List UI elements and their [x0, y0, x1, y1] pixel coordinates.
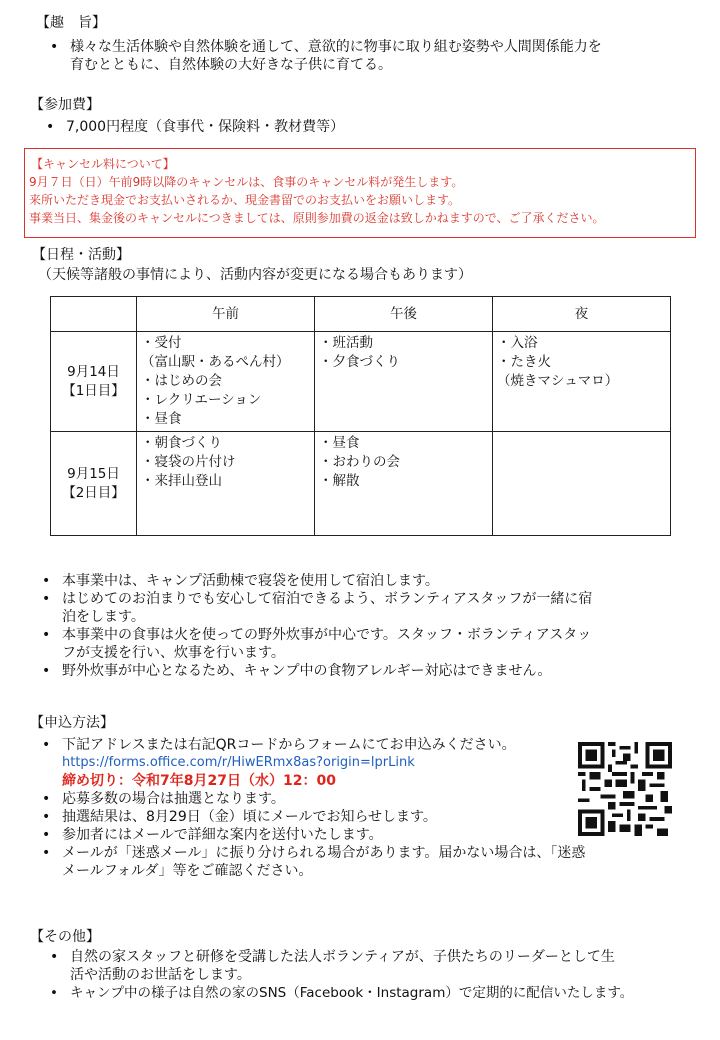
- apply-item: • 下記アドレスまたは右記QRコードからフォームにてお申込みください。 https://forms.office.com/r/HiwERmx8as?origin=lprLink 締め切り：令和7年8月27日（水）12：00: [36, 736, 696, 790]
- schedule-heading: 【日程・活動】: [32, 247, 130, 263]
- cancel-line: 事業当日、集金後のキャンセルにつきましては、原則参加費の返金は致しかねますので、ご了承ください。: [29, 211, 605, 225]
- day2-am-cell: ・朝食づくり ・寝袋の片付け ・来拝山登山: [137, 432, 315, 536]
- apply-item: • メールが「迷惑メール」に振り分けられる場合があります。届かない場合は、「迷惑 メールフォルダ」等をご確認ください。: [42, 845, 586, 879]
- bullet-dot: •: [42, 845, 51, 861]
- schedule-table: [50, 296, 671, 536]
- day2-date-cell: 9月15日 【2日目】: [51, 432, 137, 536]
- bullet-dot: •: [42, 573, 51, 589]
- schedule-header-row: [51, 297, 671, 332]
- bullet-dot: •: [42, 663, 51, 679]
- schedule-row-day2: [51, 432, 671, 536]
- bullet-dot: •: [50, 949, 59, 965]
- header-night: 夜: [493, 297, 671, 332]
- day1-am-cell: ・受付 （富山駅・あるぺん村） ・はじめの会 ・レクリエーション ・昼食: [137, 332, 315, 432]
- fee-text: • 7,000円程度（食事代・保険料・教材費等）: [46, 119, 345, 135]
- other-list: [44, 948, 714, 1002]
- notes-list: [36, 572, 696, 680]
- purpose-heading: 【趣 旨】: [36, 15, 106, 31]
- apply-item: • 応募多数の場合は抽選となります。: [42, 791, 285, 807]
- cancel-line: 来所いただき現金でお支払いされるか、現金書留でのお支払いをお願いします。: [29, 193, 461, 207]
- purpose-list: [44, 38, 704, 74]
- bullet-dot: •: [50, 985, 58, 1001]
- header-pm: 午後: [315, 297, 493, 332]
- bullet-dot: •: [42, 627, 51, 643]
- form-link[interactable]: https://forms.office.com/r/HiwERmx8as?origin=lprLink: [62, 755, 415, 770]
- header-blank: [51, 297, 137, 332]
- day1-night-cell: ・入浴 ・たき火 （焼きマシュマロ）: [493, 332, 671, 432]
- cancel-notice-box: [24, 148, 696, 238]
- note-item: • 本事業中は、キャンプ活動棟で寝袋を使用して宿泊します。: [42, 573, 439, 589]
- day1-pm-cell: ・班活動 ・夕食づくり: [315, 332, 493, 432]
- fee-heading: 【参加費】: [30, 97, 100, 113]
- schedule-note: （天候等諸般の事情により、活動内容が変更になる場合もあります）: [38, 267, 472, 283]
- other-heading: 【その他】: [30, 929, 100, 945]
- other-item: • 自然の家スタッフと研修を受講した法人ボランティアが、子供たちのリーダーとして生 活や活動のお世話をします。: [50, 949, 615, 983]
- note-item: • 野外炊事が中心となるため、キャンプ中の食物アレルギー対応はできません。: [42, 663, 552, 679]
- note-item: • はじめてのお泊まりでも安心して宿泊できるよう、ボランティアスタッフが一緒に宿 泊をします。: [42, 591, 593, 625]
- qr-code-icon[interactable]: [578, 742, 672, 836]
- apply-heading: 【申込方法】: [30, 715, 114, 731]
- bullet-dot: •: [42, 827, 51, 843]
- schedule-row-day1: [51, 332, 671, 432]
- deadline-text: 締め切り：令和7年8月27日（水）12：00: [62, 773, 336, 789]
- purpose-text: • 様々な生活体験や自然体験を通して、意欲的に物事に取り組む姿勢や人間関係能力を 育むとともに、自然体験の大好きな子供に育てる。: [50, 39, 602, 73]
- note-item: • 本事業中の食事は火を使っての野外炊事が中心です。スタッフ・ボランティアスタッ フが支援を行い、炊事を行います。: [42, 627, 592, 661]
- fee-list: [40, 118, 700, 136]
- day1-date-cell: 9月14日 【1日目】: [51, 332, 137, 432]
- bullet-dot: •: [50, 39, 59, 55]
- cancel-title: 【キャンセル料について】: [31, 157, 175, 171]
- other-item: • キャンプ中の様子は自然の家のSNS（Facebook・Instagram）で定期的に配信いたします。: [50, 985, 634, 1001]
- header-am: 午前: [137, 297, 315, 332]
- bullet-dot: •: [42, 591, 51, 607]
- day2-night-cell: [493, 432, 671, 536]
- bullet-dot: •: [42, 791, 51, 807]
- bullet-dot: •: [46, 119, 55, 135]
- bullet-dot: •: [42, 737, 51, 753]
- day2-pm-cell: ・昼食 ・おわりの会 ・解散: [315, 432, 493, 536]
- bullet-dot: •: [42, 809, 51, 825]
- cancel-line: 9月７日（日）午前9時以降のキャンセルは、食事のキャンセル料が発生します。: [29, 175, 464, 189]
- apply-item: • 抽選結果は、8月29日（金）頃にメールでお知らせします。: [42, 809, 437, 825]
- apply-item: • 参加者にはメールで詳細な案内を送付いたします。: [42, 827, 383, 843]
